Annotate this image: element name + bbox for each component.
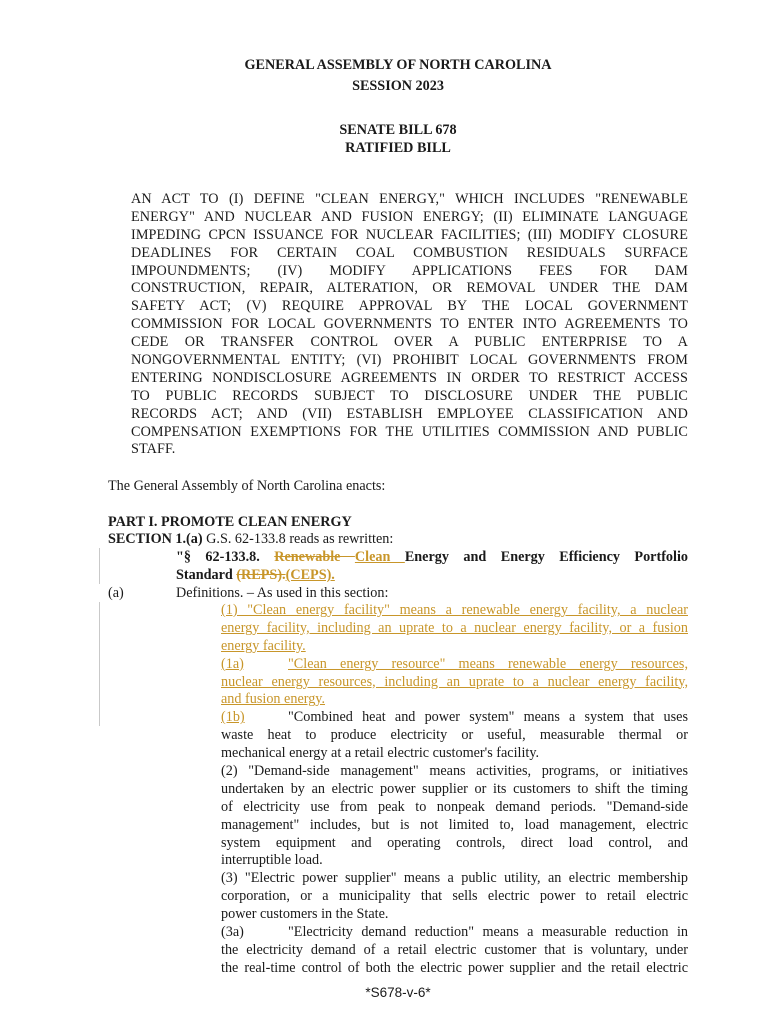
statute-heading-line-1 <box>176 548 688 566</box>
act-title <box>131 191 688 459</box>
act-title-line: IMPOUNDMENTS; (IV) MODIFY APPLICATIONS FEES FOR DAM <box>131 262 688 279</box>
act-title-line: IMPEDING CPCN ISSUANCE FOR NUCLEAR FACILITIES; (III) MODIFY CLOSURE <box>131 226 688 243</box>
statute-title-text: Standard <box>176 567 237 583</box>
definition-2-line: management" includes, but is not limited to, load management, electric <box>221 816 688 833</box>
act-title-line: ENERGY" AND NUCLEAR AND FUSION ENERGY; (II) ELIMINATE LANGUAGE <box>131 208 688 225</box>
act-title-line: DEADLINES FOR CERTAIN COAL COMBUSTION RESIDUALS SURFACE <box>131 244 688 261</box>
definition-2-line: system equipment and operating controls, direct load control, and <box>221 834 688 851</box>
definition-1-line: (1) "Clean energy facility" means a renewable energy facility, a nuclear <box>221 602 688 618</box>
act-title-line: COMPENSATION EXEMPTIONS FOR THE UTILITIES COMMISSION AND PUBLIC <box>131 423 688 440</box>
act-title-line: TO PUBLIC RECORDS SUBJECT TO DISCLOSURE UNDER THE PUBLIC <box>131 387 688 404</box>
revision-bar <box>99 602 100 726</box>
definition-1a-line: (1a) "Clean energy resource" means renewable energy resources, <box>221 655 688 672</box>
section-label: SECTION 1.(a) <box>108 531 203 547</box>
act-title-line: ENTERING NONDISCLOSURE AGREEMENTS IN ORDER TO RESTRICT ACCESS <box>131 369 688 386</box>
document-footer-code: *S678-v-6* <box>365 985 431 1000</box>
definition-3-line: power customers in the State. <box>221 906 389 923</box>
subsection-text: Definitions. – As used in this section: <box>176 585 389 601</box>
statute-number: "§ 62-133.8. <box>176 549 260 565</box>
statute-heading-line-2 <box>176 566 335 584</box>
definition-3a-line: the real-time control of both the electric power supplier and the retail electric <box>221 959 688 976</box>
inserted-text: Clean <box>354 549 405 565</box>
definition-2-line: of electricity use from peak to nonpeak demand periods. "Demand-side <box>221 798 688 815</box>
session-heading: SESSION 2023 <box>352 78 444 94</box>
assembly-heading: GENERAL ASSEMBLY OF NORTH CAROLINA <box>244 57 552 73</box>
inserted-text: (CEPS). <box>285 567 335 583</box>
bill-status: RATIFIED BILL <box>345 140 451 156</box>
definition-2-line: undertaken by an electric power supplier or its customers to shift the timing <box>221 780 688 797</box>
subsection-label: (a) <box>108 585 124 601</box>
definition-3-line: corporation, or a municipality that sells electric power to retail electric <box>221 888 688 905</box>
definition-1a-line: nuclear energy resources, including an uprate to a nuclear energy facility, <box>221 673 688 690</box>
act-title-line: RECORDS ACT; AND (VII) ESTABLISH EMPLOYEE CLASSIFICATION AND <box>131 405 688 422</box>
section-text: G.S. 62-133.8 reads as rewritten: <box>202 531 394 547</box>
act-title-line: AN ACT TO (I) DEFINE "CLEAN ENERGY," WHICH INCLUDES "RENEWABLE <box>131 191 688 207</box>
deleted-text: Renewable <box>274 549 355 565</box>
section-intro <box>108 530 393 548</box>
act-title-line: COMMISSION FOR LOCAL GOVERNMENTS TO ENTER INTO AGREEMENTS TO <box>131 316 688 333</box>
act-title-line: CEDE OR TRANSFER CONTROL OVER A PUBLIC ENTERPRISE TO A <box>131 334 688 351</box>
definition-2-line: (2) "Demand-side management" means activities, programs, or initiatives <box>221 763 688 780</box>
definitions-block <box>221 602 688 978</box>
definition-number: (1b) <box>221 709 245 726</box>
enacting-clause: The General Assembly of North Carolina enacts: <box>108 478 386 494</box>
definition-3a-line: the electricity demand of a retail electric customer that is voluntary, under <box>221 941 688 958</box>
act-title-line: SAFETY ACT; (V) REQUIRE APPROVAL BY THE LOCAL GOVERNMENT <box>131 298 688 315</box>
part-heading: PART I. PROMOTE CLEAN ENERGY <box>108 514 352 530</box>
act-title-line: CONSTRUCTION, REPAIR, ALTERATION, OR REMOVAL UNDER THE DAM <box>131 280 688 297</box>
statute-title-text: Energy and Energy Efficiency Portfolio <box>404 549 689 565</box>
definition-3-line: (3) "Electric power supplier" means a public utility, an electric membership <box>221 870 688 887</box>
act-title-line: STAFF. <box>131 441 176 458</box>
definition-3a-line: (3a) "Electricity demand reduction" means a measurable reduction in <box>221 924 688 941</box>
definition-number: (3a) <box>221 924 244 941</box>
revision-bar <box>99 548 100 584</box>
definition-1b-line: (1b) "Combined heat and power system" means a system that uses <box>221 709 688 726</box>
definition-1b-line: mechanical energy at a retail electric customer's facility. <box>221 745 540 762</box>
definition-1-line: energy facility, including an uprate to a nuclear energy facility, or a fusion <box>221 619 688 636</box>
definition-number: (1a) <box>221 655 244 672</box>
definition-1a-line: and fusion energy. <box>221 691 326 708</box>
act-title-line: NONGOVERNMENTAL ENTITY; (VI) PROHIBIT LOCAL GOVERNMENTS FROM <box>131 352 688 369</box>
definition-1-line: energy facility. <box>221 637 306 654</box>
bill-number: SENATE BILL 678 <box>339 122 457 138</box>
definition-2-line: interruptible load. <box>221 852 323 869</box>
definition-1b-line: waste heat to produce electricity or useful, measurable thermal or <box>221 727 688 744</box>
deleted-text: (REPS). <box>236 567 286 583</box>
